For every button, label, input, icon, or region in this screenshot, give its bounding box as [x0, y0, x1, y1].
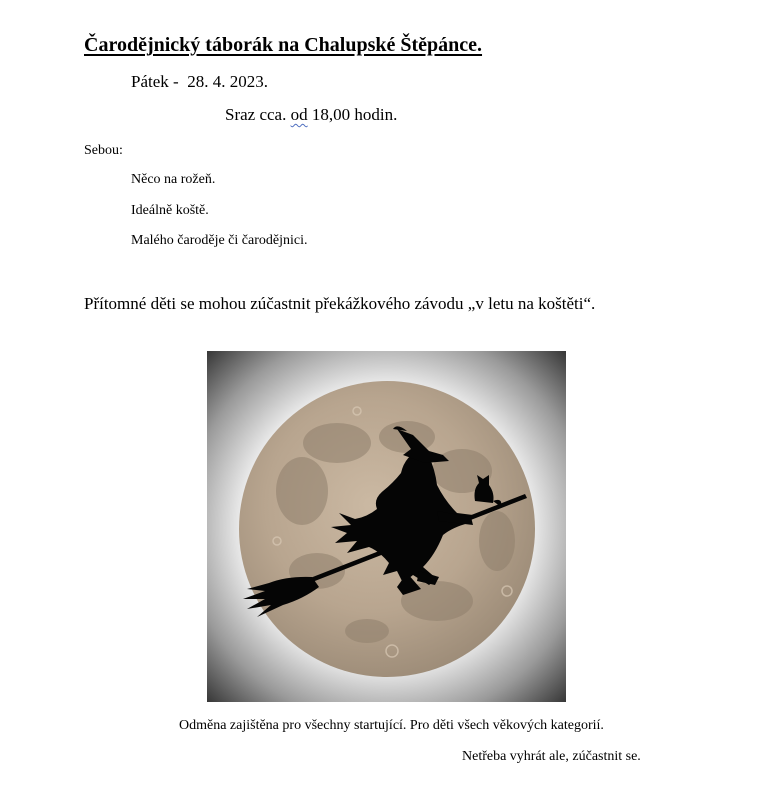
bring-item: Ideálně koště. — [131, 203, 209, 218]
bring-item: Něco na rožeň. — [131, 172, 216, 187]
event-date: 28. 4. 2023. — [187, 72, 268, 91]
witch-on-broom-icon — [207, 351, 566, 702]
meet-od-word: od — [290, 105, 308, 124]
race-announcement: Přítomné děti se mohou zúčastnit překážkového závodu „v letu na koštěti“. — [84, 294, 596, 313]
date-label: Pátek - — [131, 72, 179, 91]
event-date-line — [131, 72, 268, 92]
reward-note: Odměna zajištěna pro všechny startující. Pro děti všech věkových kategorií. — [179, 718, 604, 733]
witch-moon-picture — [207, 351, 566, 702]
meeting-time-line — [225, 105, 397, 125]
meet-prefix: Sraz cca. — [225, 105, 287, 124]
motto: Netřeba vyhrát ale, zúčastnit se. — [462, 749, 641, 764]
bring-item: Malého čaroděje či čarodějnici. — [131, 233, 308, 248]
meet-time: 18,00 hodin. — [311, 105, 398, 124]
bring-list-label: Sebou: — [84, 143, 123, 158]
document-title: Čarodějnický táborák na Chalupské Štěpánce. — [84, 34, 483, 56]
